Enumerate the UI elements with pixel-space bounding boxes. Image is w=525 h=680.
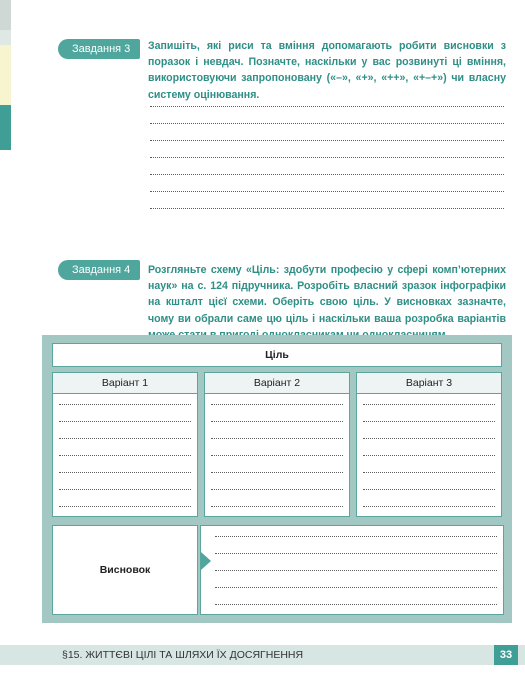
answer-line[interactable] — [59, 489, 191, 490]
answer-line[interactable] — [150, 140, 504, 141]
edge-strip-teal — [0, 105, 11, 150]
answer-line[interactable] — [211, 455, 343, 456]
answer-line[interactable] — [211, 506, 343, 507]
variant-1-box — [52, 372, 198, 517]
task-3-text: Запишіть, які риси та вміння допомагають робити висновки з поразок і невдач. Позначте, наскільки у вас розвинуті ці вміння, використовуючи запропоновану («–», «+», «++», «+–+») чи власну систему оцінювання. — [148, 40, 506, 101]
answer-line[interactable] — [215, 536, 497, 537]
edge-strip-yellow — [0, 45, 11, 105]
answer-line[interactable] — [363, 421, 495, 422]
answer-line[interactable] — [211, 421, 343, 422]
answer-line[interactable] — [211, 438, 343, 439]
answer-line[interactable] — [215, 570, 497, 571]
answer-line[interactable] — [59, 472, 191, 473]
edge-strip-gray — [0, 0, 11, 30]
answer-line[interactable] — [150, 157, 504, 158]
answer-line[interactable] — [363, 506, 495, 507]
answer-line[interactable] — [150, 191, 504, 192]
answer-line[interactable] — [150, 106, 504, 107]
answer-line[interactable] — [211, 489, 343, 490]
answer-line[interactable] — [363, 455, 495, 456]
page-number: 33 — [494, 645, 518, 665]
answer-line[interactable] — [215, 604, 497, 605]
task-4-badge: Завдання 4 — [58, 260, 140, 280]
answer-line[interactable] — [363, 489, 495, 490]
conclusion-answer-box — [200, 525, 504, 615]
answer-line[interactable] — [363, 472, 495, 473]
answer-line[interactable] — [363, 404, 495, 405]
variant-1-label: Варіант 1 — [53, 373, 197, 394]
conclusion-label-box: Висновок — [52, 525, 198, 615]
answer-line[interactable] — [59, 506, 191, 507]
variant-3-box — [356, 372, 502, 517]
edge-strip-light — [0, 30, 11, 45]
arrow-right-icon — [201, 552, 211, 570]
variant-3-label: Варіант 3 — [357, 373, 501, 394]
answer-line[interactable] — [59, 438, 191, 439]
answer-line[interactable] — [59, 455, 191, 456]
answer-line[interactable] — [150, 174, 504, 175]
answer-line[interactable] — [211, 404, 343, 405]
variant-2-box — [204, 372, 350, 517]
goal-box[interactable]: Ціль — [52, 343, 502, 367]
answer-line[interactable] — [215, 553, 497, 554]
answer-line[interactable] — [59, 404, 191, 405]
answer-line[interactable] — [59, 421, 191, 422]
chapter-title: §15. ЖИТТЄВІ ЦІЛІ ТА ШЛЯХИ ЇХ ДОСЯГНЕННЯ — [62, 649, 304, 661]
task-3-answer-lines — [150, 92, 504, 209]
answer-line[interactable] — [150, 208, 504, 209]
task-3-badge: Завдання 3 — [58, 39, 140, 59]
answer-line[interactable] — [363, 438, 495, 439]
answer-line[interactable] — [211, 472, 343, 473]
task-4-text: Розгляньте схему «Ціль: здобути професію у сфері комп’ютерних наук» на с. 124 підручника. Розробіть власний зразок інфографіки на кшталт цієї схеми. Оберіть свою ціль. У висновках зазначте, чому ви обрали саме цю ціль і наскільки ваша розробка варіантів — [148, 264, 506, 325]
answer-line[interactable] — [215, 587, 497, 588]
answer-line[interactable] — [150, 123, 504, 124]
infographic-scheme — [42, 335, 512, 623]
variant-2-label: Варіант 2 — [205, 373, 349, 394]
